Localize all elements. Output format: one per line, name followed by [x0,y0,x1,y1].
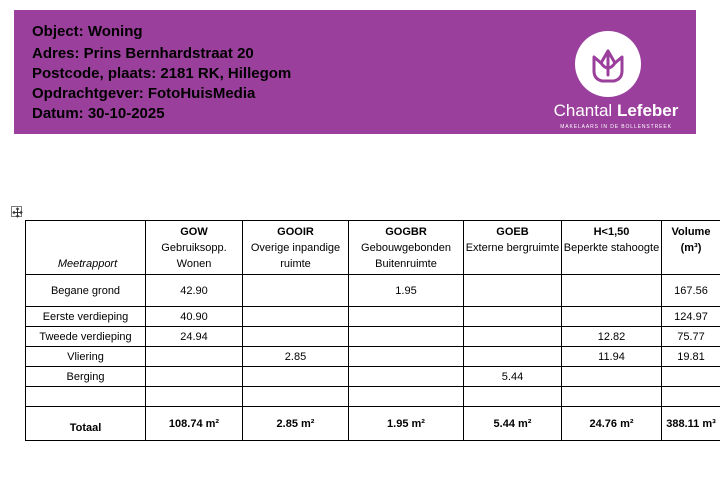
column-desc: Gebruiksopp. Wonen [161,242,227,270]
total-row [26,407,720,441]
table-cell [243,327,349,347]
table-cell: 124.97 [662,307,720,327]
table-cell [464,387,562,407]
table-cell: 12.82 [562,327,662,347]
total-cell: 1.95 m² [349,407,464,441]
table-cell [349,307,464,327]
table-cell: 11.94 [562,347,662,367]
table-row [26,367,720,387]
table-cell [349,367,464,387]
client-line: Opdrachtgever: FotoHuisMedia [32,85,256,102]
table-row [26,275,720,307]
total-cell: 24.76 m² [562,407,662,441]
corner-cell [26,221,146,275]
column-code: GOGBR [385,226,427,238]
table-row [26,347,720,367]
total-cell: 108.74 m² [146,407,243,441]
company-logo [542,20,690,132]
table-cell: 5.44 [464,367,562,387]
column-code: GOOIR [277,226,314,238]
column-header [243,221,349,275]
row-label: Berging [26,367,146,387]
column-desc: Gebouwgebonden Buitenruimte [361,242,451,270]
table-cell [243,387,349,407]
table-cell [146,387,243,407]
row-label: Eerste verdieping [26,307,146,327]
header-info [32,22,291,124]
brand-name [542,101,690,121]
table-cell: 19.81 [662,347,720,367]
table-row [26,307,720,327]
table-move-handle-icon[interactable] [11,206,22,217]
table-cell [464,327,562,347]
total-cell: 388.11 m³ [662,407,720,441]
table-cell: 167.56 [662,275,720,307]
total-cell: 2.85 m² [243,407,349,441]
table-cell [562,387,662,407]
table-header-row [26,221,720,275]
table-cell [562,307,662,327]
table-cell: 40.90 [146,307,243,327]
column-desc: Overige inpandige ruimte [250,242,341,270]
column-header [349,221,464,275]
table-cell [349,347,464,367]
measurement-table [25,220,720,441]
table-cell: 42.90 [146,275,243,307]
total-label: Totaal [26,407,146,441]
table-cell [662,387,720,407]
brand-last: Lefeber [616,101,679,120]
column-header [146,221,243,275]
table-cell [562,275,662,307]
table-cell [464,347,562,367]
object-line: Object: Woning [32,23,143,40]
column-desc: Externe bergruimte [465,242,560,254]
column-code: GOEB [496,226,529,238]
table-cell: 75.77 [662,327,720,347]
total-cell: 5.44 m² [464,407,562,441]
row-label: Vliering [26,347,146,367]
table-row [26,327,720,347]
row-label [26,387,146,407]
logo-circle [575,31,641,97]
corner-label: Meetrapport [57,258,118,270]
row-label: Tweede verdieping [26,327,146,347]
header-banner [14,10,696,134]
table-cell [243,307,349,327]
table-cell: 1.95 [349,275,464,307]
table-cell [146,347,243,367]
row-label: Begane grond [26,275,146,307]
column-desc: (m³) [680,242,702,254]
table-cell [349,387,464,407]
table-cell: 24.94 [146,327,243,347]
column-header [562,221,662,275]
address-line: Adres: Prins Bernhardstraat 20 [32,45,254,62]
table-cell [662,367,720,387]
column-header [662,221,720,275]
table-cell [146,367,243,387]
column-code: GOW [180,226,208,238]
column-code: Volume [671,226,711,238]
brand-tagline: MAKELAARS IN DE BOLLENSTREEK [560,124,672,130]
table-cell [243,275,349,307]
table-cell: 2.85 [243,347,349,367]
column-code: H<1,50 [593,226,630,238]
brand-first: Chantal [553,101,613,120]
table-cell [464,307,562,327]
column-desc: Beperkte stahoogte [563,242,660,254]
table-cell [562,367,662,387]
date-line: Datum: 30-10-2025 [32,105,165,122]
table-cell [464,275,562,307]
postcode-line: Postcode, plaats: 2181 RK, Hillegom [32,65,292,82]
table-cell [243,367,349,387]
table-cell [349,327,464,347]
tulip-icon [588,43,628,85]
column-header [464,221,562,275]
table-row [26,387,720,407]
